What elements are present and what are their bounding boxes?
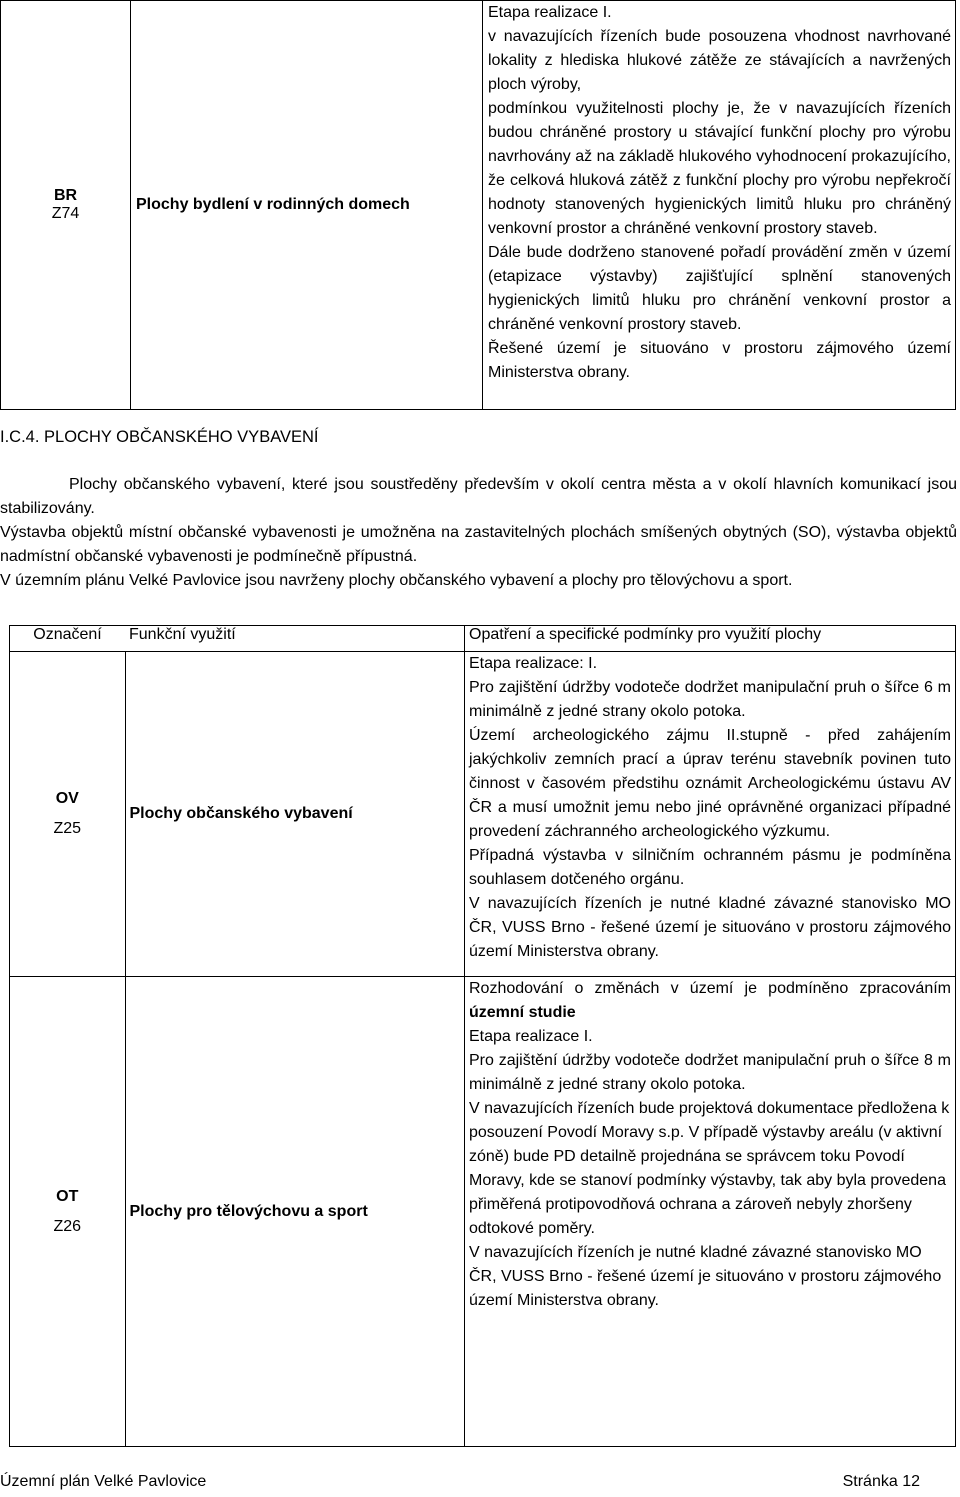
table-row: [10, 977, 956, 1447]
study-requirement-text: Rozhodování o změnách v území je podmíněno zpracováním: [469, 980, 951, 997]
condition-line: Pro zajištění údržby vodoteče dodržet manipulační pruh o šířce 8 m minimálně z jedné strany okolo potoka.: [469, 1052, 951, 1093]
zone-table-br: [0, 0, 956, 410]
header-conditions: Opatření a specifické podmínky pro využití plochy: [465, 626, 956, 652]
condition-line: Řešené území je situováno v prostoru zájmového území Ministerstva obrany.: [488, 340, 951, 381]
conditions-cell: [483, 1, 956, 410]
zone-code: OT: [56, 1187, 79, 1205]
header-function: Funkční využití: [125, 626, 465, 652]
zone-id: Z25: [53, 820, 82, 837]
civic-amenities-table: [9, 625, 956, 1447]
section-intro: [0, 473, 957, 593]
condition-line: V navazujících řízeních bude projektová dokumentace předložena k posouzení Povodí Moravy s.p. V případě výstavby areálu (v aktivní zóně) bude PD detailně projednána se správcem toku Povodí Moravy, kde se stanoví podmínky výstavby, tak aby byla provedena přiměřená protipovodňová ochrana a zároveň nebyly zhoršeny odtokové poměry.: [469, 1100, 950, 1237]
intro-paragraph: V územním plánu Velké Pavlovice jsou navrženy plochy občanského vybavení a plochy pro tělovýchovu a sport.: [0, 572, 793, 589]
zone-code: OV: [55, 790, 79, 807]
zone-code-cell: [10, 977, 126, 1447]
condition-line: Etapa realizace I.: [469, 1028, 593, 1045]
condition-line: Případná výstavba v silničním ochranném pásmu je podmíněna souhlasem dotčeného orgánu.: [469, 847, 951, 888]
condition-line: Území archeologického zájmu II.stupně - před zahájením jakýchkoliv zemních prací a úprav terénu stavebník povinen tuto činnost v časovém předstihu oznámit Archeologickému ústavu AV ČR a musí umožnit jemu nebo jiné oprávněné organizaci případné provedení záchranného archeologického výzkumu.: [469, 727, 951, 840]
condition-line: V navazujících řízeních je nutné kladné závazné stanovisko MO ČR, VUSS Brno - řešené území je situováno v prostoru zájmového území Ministerstva obrany.: [469, 1244, 942, 1309]
header-designation: Označení: [10, 626, 126, 652]
footer-document-title: Územní plán Velké Pavlovice: [0, 1473, 207, 1490]
condition-line: Dále bude dodrženo stanovené pořadí provádění změn v území (etapizace výstavby) zajišťující splnění stanovených hygienických limitů hluku pro chránění venkovní prostor a chráněné venkovní prostory staveb.: [488, 244, 951, 333]
zone-code-cell: [1, 1, 131, 410]
condition-line: Etapa realizace I.: [488, 4, 612, 21]
function-cell: Plochy občanského vybavení: [125, 652, 465, 977]
zone-id: Z26: [53, 1217, 82, 1235]
condition-line: podmínkou využitelnosti plochy je, že v navazujících řízeních budou chráněné prostory u stávající funkční plochy pro výrobu navrhovány až na základě hlukového vyhodnocení prokazujícího, že celková hluková zátěž z funkční plochy pro výrobu nepřekročí hodnoty stanovených hygienických limitů hluku pro chráněný venkovní prostor a chráněné venkovní prostory staveb.: [488, 100, 951, 237]
condition-line: V navazujících řízeních je nutné kladné závazné stanovisko MO ČR, VUSS Brno - řešené území je situováno v prostoru zájmového území Ministerstva obrany.: [469, 895, 951, 960]
conditions-cell: [465, 652, 956, 977]
table-row: [1, 1, 956, 410]
intro-paragraph: Plochy občanského vybavení, které jsou soustředěny především v okolí centra města a v okolí hlavních komunikací jsou stabilizovány.: [0, 476, 957, 517]
section-heading: I.C.4. PLOCHY OBČANSKÉHO VYBAVENÍ: [0, 428, 319, 446]
function-cell: Plochy pro tělovýchovu a sport: [125, 977, 465, 1447]
table-header-row: [10, 626, 956, 652]
condition-line: Pro zajištění údržby vodoteče dodržet manipulační pruh o šířce 6 m minimálně z jedné strany okolo potoka.: [469, 679, 951, 720]
zone-code: BR: [53, 187, 78, 204]
function-cell: Plochy bydlení v rodinných domech: [131, 1, 483, 410]
condition-line: v navazujících řízeních bude posouzena vhodnost navrhované lokality z hlediska hlukové zátěže ze stávajících a navržených ploch výroby,: [488, 28, 951, 93]
intro-paragraph: Výstavba objektů místní občanské vybavenosti je umožněna na zastavitelných plochách smíšených obytných (SO), výstavba objektů nadmístní občanské vybavenosti je podmínečně přípustná.: [0, 524, 957, 565]
table-row: [10, 652, 956, 977]
footer-page-number: Stránka 12: [842, 1473, 920, 1490]
condition-line: [469, 977, 951, 1025]
condition-line: Etapa realizace: I.: [469, 655, 598, 672]
zone-code-cell: [10, 652, 126, 977]
conditions-cell: [465, 977, 956, 1447]
zone-id: Z74: [51, 205, 80, 222]
study-requirement-emphasis: územní studie: [469, 1004, 576, 1021]
